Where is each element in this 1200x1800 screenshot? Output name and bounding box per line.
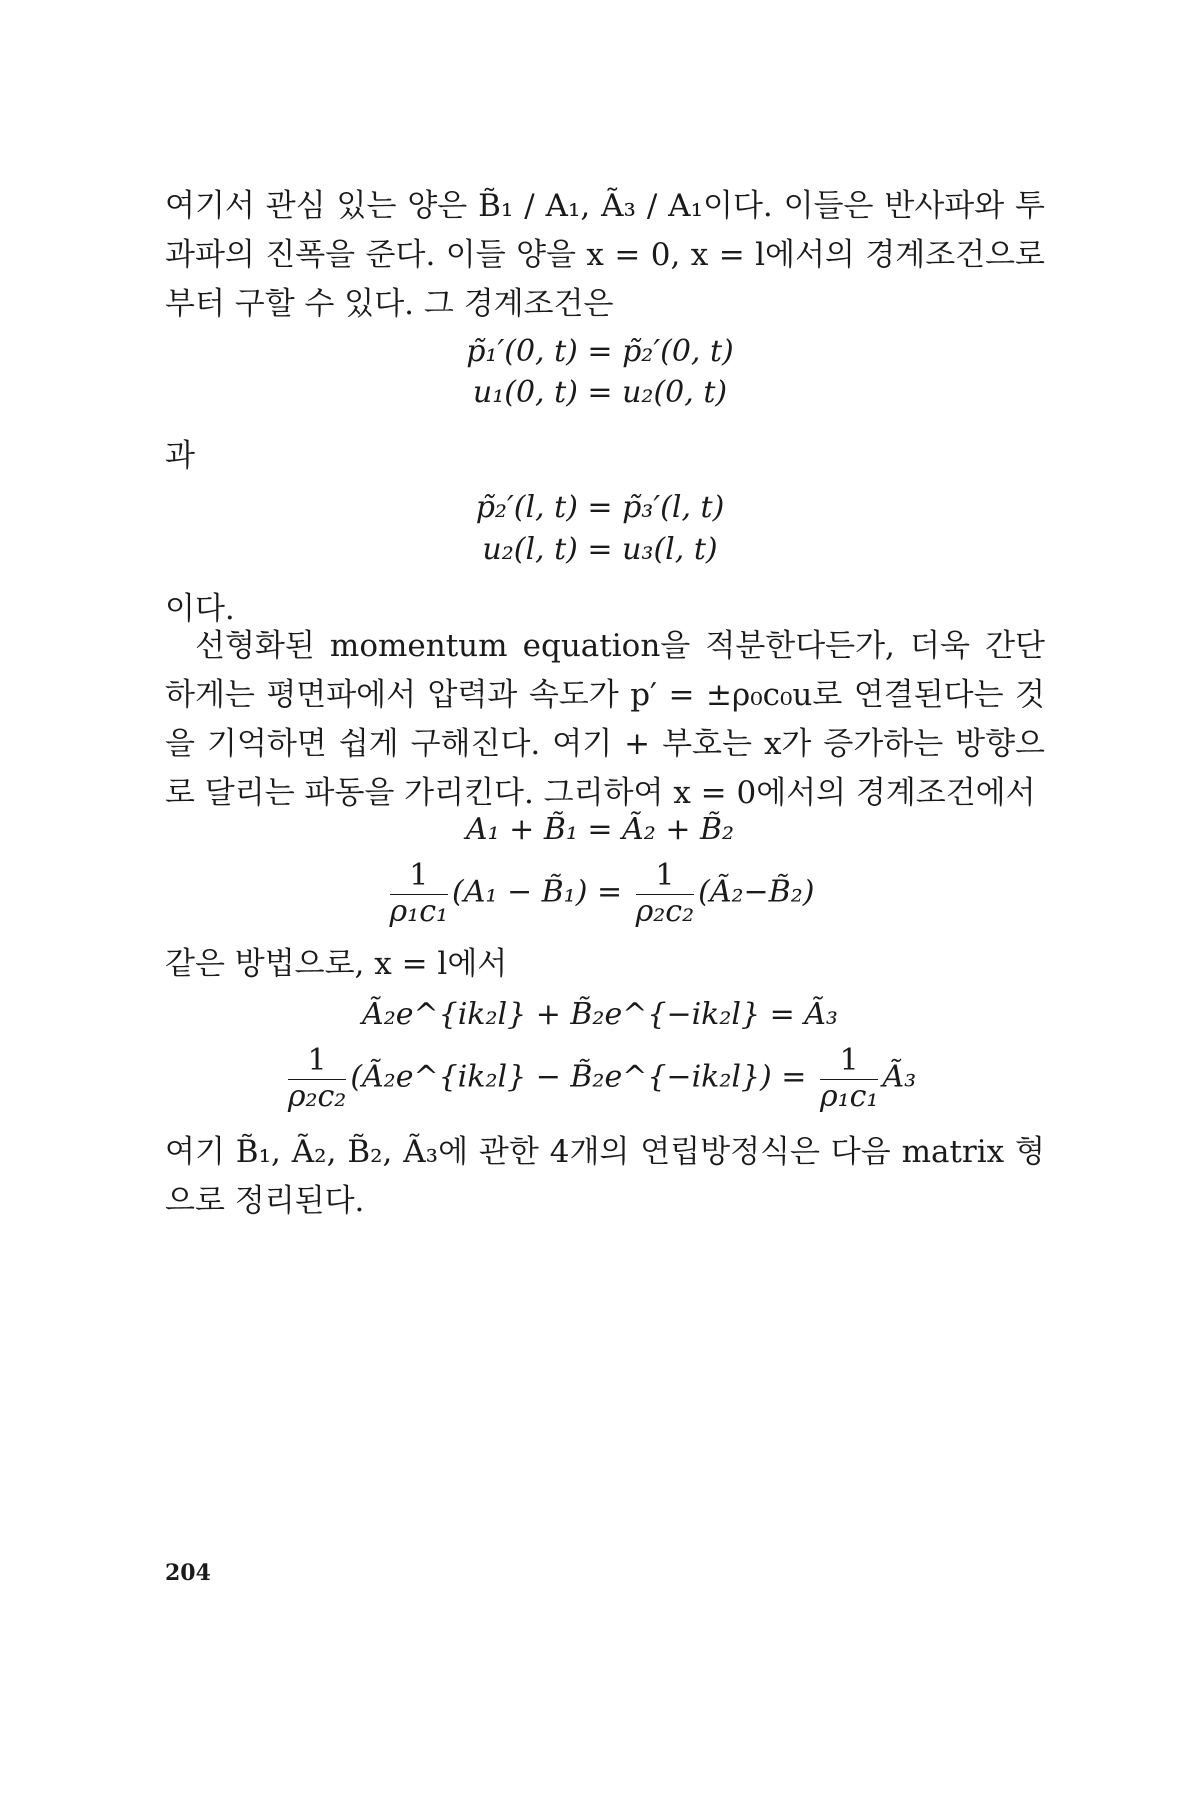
paragraph-same-method: 같은 방법으로, x = l에서 [165,946,508,982]
fraction-right: $\frac{1}{\text{ρ₂c₂}}$ [635,858,695,929]
fraction-left: $\frac{1}{\text{ρ₂c₂}}$ [287,1043,347,1114]
equation-continuity-x0: A₁ + B̃₁ = Ã₂ + B̃₂ [465,812,735,847]
equation-continuity-xl: Ã₂e^{ik₂l} + B̃₂e^{−ik₂l} = Ã₃ [362,997,838,1032]
paragraph-is: 이다. [165,591,235,627]
equation-impedance-x0: $\frac{1}{\text{ρ₁c₁}}$ (A₁ − B̃₁) = $\frac{1}{\text{ρ₂c₂}}$ (Ã₂−B̃₂) [389,858,815,929]
equation-velocity-x0: u₁(0, t) = u₂(0, t) [472,375,728,410]
equation-velocity-xl: u₂(l, t) = u₃(l, t) [482,532,718,567]
paragraph-matrix: 여기 B̃₁, Ã₂, B̃₂, Ã₃에 관한 4개의 연립방정식은 다음 matrix 형으로 정리된다. [165,1134,1045,1219]
paragraph-and: 과 [165,438,195,474]
fraction-right: $\frac{1}{\text{ρ₁c₁}}$ [819,1043,879,1114]
equation-pressure-xl: p̃₂′(l, t) = p̃₃′(l, t) [475,490,725,525]
paragraph-intro: 여기서 관심 있는 양은 B̃₁ / A₁, Ã₃ / A₁이다. 이들은 반사파와 투과파의 진폭을 준다. 이들 양을 x = 0, x = l에서의 경계조건으로부터 구할 수 있다. 그 경계조건은 [165,188,1045,322]
page-number: 204 [165,1560,211,1586]
equation-impedance-xl: $\frac{1}{\text{ρ₂c₂}}$ (Ã₂e^{ik₂l} − B̃₂e^{−ik₂l}) = $\frac{1}{\text{ρ₁c₁}}$ Ã₃ [287,1043,917,1114]
fraction-left: $\frac{1}{\text{ρ₁c₁}}$ [389,858,449,929]
equation-pressure-x0: p̃₁′(0, t) = p̃₂′(0, t) [466,334,734,369]
paragraph-momentum: 선형화된 momentum equation을 적분한다든가, 더욱 간단하게는 평면파에서 압력과 속도가 p′ = ±ρ₀c₀u로 연결된다는 것을 기억하면 쉽게 구해진다. 여기 + 부호는 x가 증가하는 방향으로 달리는 파동을 가리킨다. 그리하여 x = 0에서의 경계조건에서 [165,628,1045,811]
